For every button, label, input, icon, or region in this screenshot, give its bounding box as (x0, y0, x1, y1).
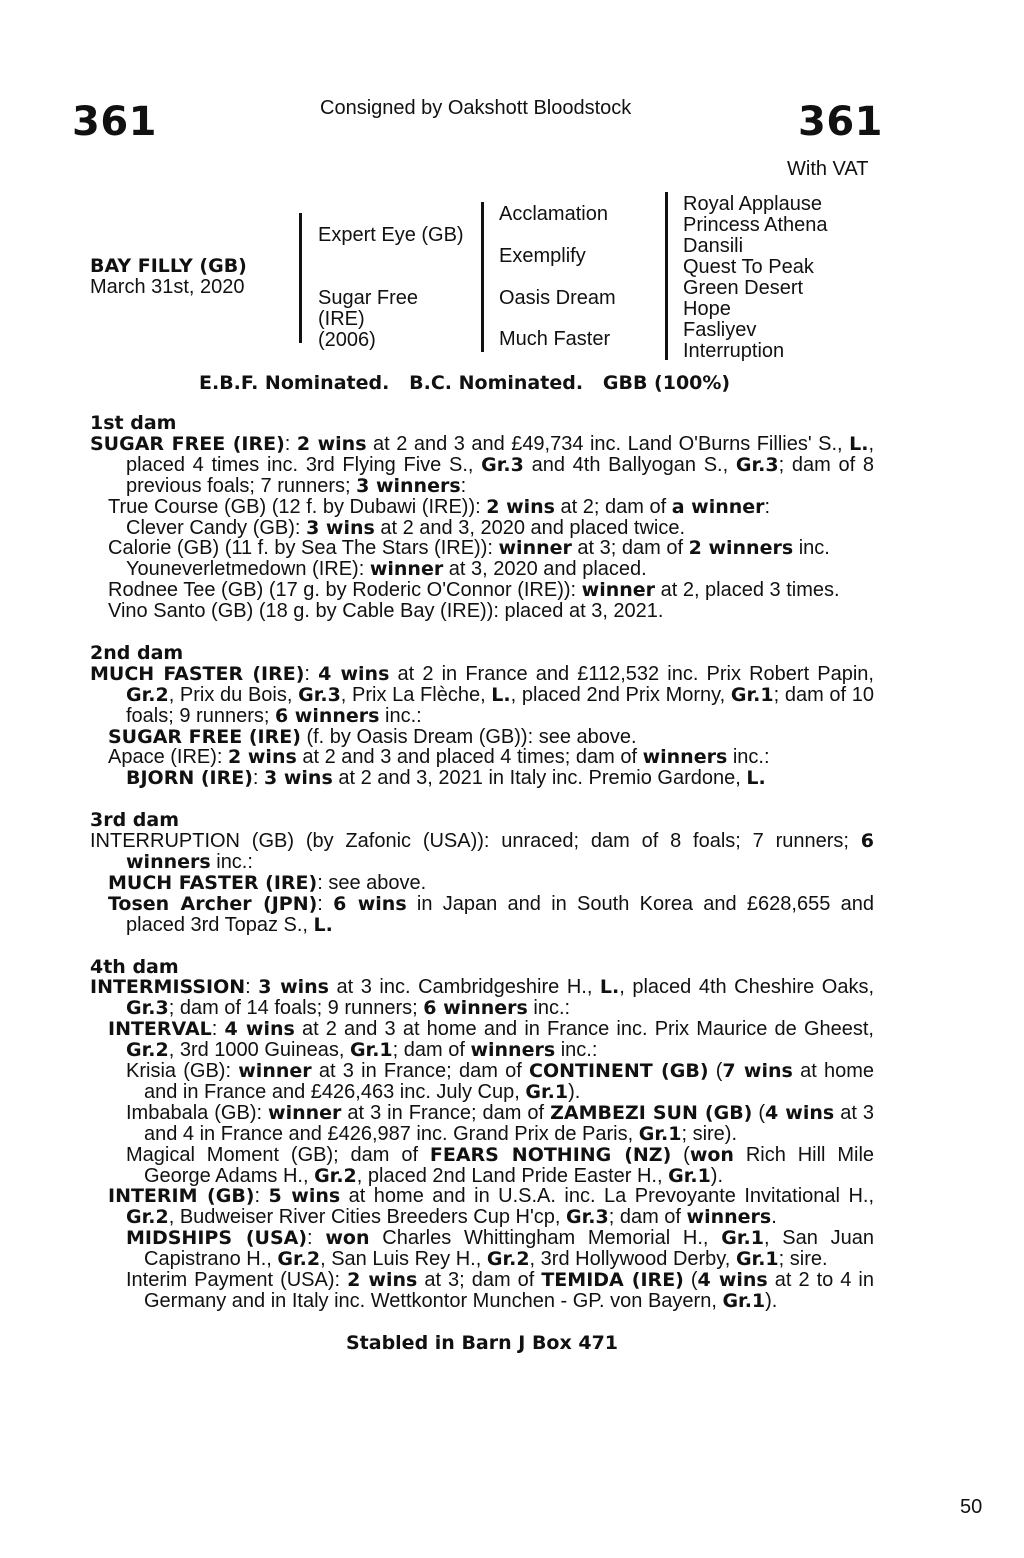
fourth-dam-produce: Magical Moment (GB); dam of FEARS NOTHING (NZ) (won Rich Hill Mile George Adams H., Gr.2, placed 2nd Land Pride Easter H., Gr.1). (126, 1143, 875, 1187)
dam-country: (IRE) (318, 308, 365, 330)
ggp-2: Princess Athena (683, 214, 828, 236)
first-dam-produce: Youneverletmedown (IRE): winner at 3, 2020 and placed. (126, 558, 647, 581)
catalogue-body (90, 413, 874, 1354)
third-dam-produce: Tosen Archer (JPN): 6 wins in Japan and in South Korea and £628,655 and placed 3rd Topaz S., L. (108, 892, 874, 936)
first-dam-produce: Vino Santo (GB) (18 g. by Cable Bay (IRE)): placed at 3, 2021. (108, 600, 664, 623)
second-dam-summary: MUCH FASTER (IRE): 4 wins at 2 in France and £112,532 inc. Prix Robert Papin, Gr.2, Prix du Bois, Gr.3, Prix La Flèche, L., placed 2nd Prix Morny, Gr.1; dam of 10 foals; 9 runners; 6 winners inc.: (90, 662, 874, 727)
first-dam-heading: 1st dam (90, 412, 177, 434)
third-dam-heading: 3rd dam (90, 809, 180, 832)
fourth-dam-summary: INTERMISSION: 3 wins at 3 inc. Cambridgeshire H., L., placed 4th Cheshire Oaks, Gr.3; dam of 14 foals; 9 runners; 6 winners inc.: (90, 976, 874, 1020)
vat-status: With VAT (787, 158, 869, 180)
fourth-dam-heading: 4th dam (90, 955, 179, 978)
fourth-dam-produce: MIDSHIPS (USA): won Charles Whittingham Memorial H., Gr.1, San Juan Capistrano H., Gr.2, San Luis Rey H., Gr.2, 3rd Hollywood Derby, Gr.1; sire. (126, 1227, 875, 1271)
first-dam-produce: Rodnee Tee (GB) (17 g. by Roderic O'Connor (IRE)): winner at 2, placed 3 times. (108, 579, 840, 602)
consignor-line: Consigned by Oakshott Bloodstock (320, 97, 632, 119)
first-dam-produce: Clever Candy (GB): 3 wins at 2 and 3, 2020 and placed twice. (126, 516, 686, 539)
stabling-info: Stabled in Barn J Box 471 (345, 1331, 619, 1354)
pedigree-bracket-2 (481, 202, 484, 352)
sire-of-sire: Acclamation (499, 203, 608, 225)
dam-of-sire: Exemplify (499, 245, 586, 267)
lot-number-right: 361 (798, 99, 883, 145)
ggp-8: Interruption (683, 340, 785, 362)
first-dam-summary: SUGAR FREE (IRE): 2 wins at 2 and 3 and £49,734 inc. Land O'Burns Fillies' S., L., placed 4 times inc. 3rd Flying Five S., Gr.3 and 4th Ballyogan S., Gr.3; dam of 8 previous foals; 7 runners; 3 winners: (90, 432, 874, 497)
lot-number-left: 361 (72, 99, 157, 145)
fourth-dam-produce: Interim Payment (USA): 2 wins at 3; dam of TEMIDA (IRE) (4 wins at 2 to 4 in Germany and in Italy inc. Wettkontor Munchen - GP. von Bayern, Gr.1). (126, 1269, 874, 1313)
fourth-dam-produce: Imbabala (GB): winner at 3 in France; dam of ZAMBEZI SUN (GB) (4 wins at 3 and 4 in France and £426,987 inc. Grand Prix de Paris, Gr.1; sire). (126, 1101, 874, 1145)
fourth-dam-produce: Krisia (GB): winner at 3 in France; dam of CONTINENT (GB) (7 wins at home and in France and £426,463 inc. July Cup, Gr.1). (126, 1060, 875, 1103)
pedigree-bracket-1 (299, 213, 302, 343)
dam-name-line: Sugar Free (318, 287, 419, 309)
sire-of-dam: Oasis Dream (499, 287, 616, 309)
dam-year: (2006) (318, 329, 376, 351)
horse-name: BAY FILLY (GB) (90, 255, 247, 277)
ggp-5: Green Desert (683, 277, 804, 299)
ggp-1: Royal Applause (683, 193, 822, 215)
pedigree-bracket-3 (665, 192, 668, 360)
fourth-dam-produce: INTERVAL: 4 wins at 2 and 3 at home and in France inc. Prix Maurice de Gheest, Gr.2, 3rd 1000 Guineas, Gr.1; dam of winners inc.: (108, 1018, 874, 1062)
sire-name: Expert Eye (GB) (318, 224, 464, 246)
fourth-dam-produce: INTERIM (GB): 5 wins at home and in U.S.A. inc. La Prevoyante Invitational H., Gr.2, Budweiser River Cities Breeders Cup H'cp, Gr.3; dam of winners. (108, 1185, 875, 1229)
first-dam-produce: Calorie (GB) (11 f. by Sea The Stars (IRE)): winner at 3; dam of 2 winners inc. (108, 537, 830, 560)
foaling-date: March 31st, 2020 (90, 276, 245, 298)
third-dam-produce: MUCH FASTER (IRE): see above. (108, 871, 427, 894)
ggp-4: Quest To Peak (683, 256, 814, 278)
ggp-3: Dansili (683, 235, 744, 257)
ggp-6: Hope (683, 298, 731, 320)
second-dam-produce: BJORN (IRE): 3 wins at 2 and 3, 2021 in Italy inc. Premio Gardone, L. (126, 767, 766, 790)
dam-of-dam: Much Faster (499, 328, 611, 350)
second-dam-produce: SUGAR FREE (IRE) (f. by Oasis Dream (GB)): see above. (108, 725, 637, 748)
dam-name (318, 288, 418, 351)
great-grandparents (683, 194, 828, 362)
third-dam-summary: INTERRUPTION (GB) (by Zafonic (USA)): unraced; dam of 8 foals; 7 runners; 6 winners inc.: (90, 830, 874, 873)
ggp-7: Fasliyev (683, 319, 757, 341)
second-dam-produce: Apace (IRE): 2 wins at 2 and 3 and placed 4 times; dam of winners inc.: (108, 746, 770, 769)
second-dam-heading: 2nd dam (90, 641, 184, 664)
first-dam-produce: True Course (GB) (12 f. by Dubawi (IRE)): 2 wins at 2; dam of a winner: (108, 495, 771, 518)
nominations-line: E.B.F. Nominated. B.C. Nominated. GBB (100%) (199, 372, 731, 394)
page-number: 50 (960, 1496, 983, 1518)
